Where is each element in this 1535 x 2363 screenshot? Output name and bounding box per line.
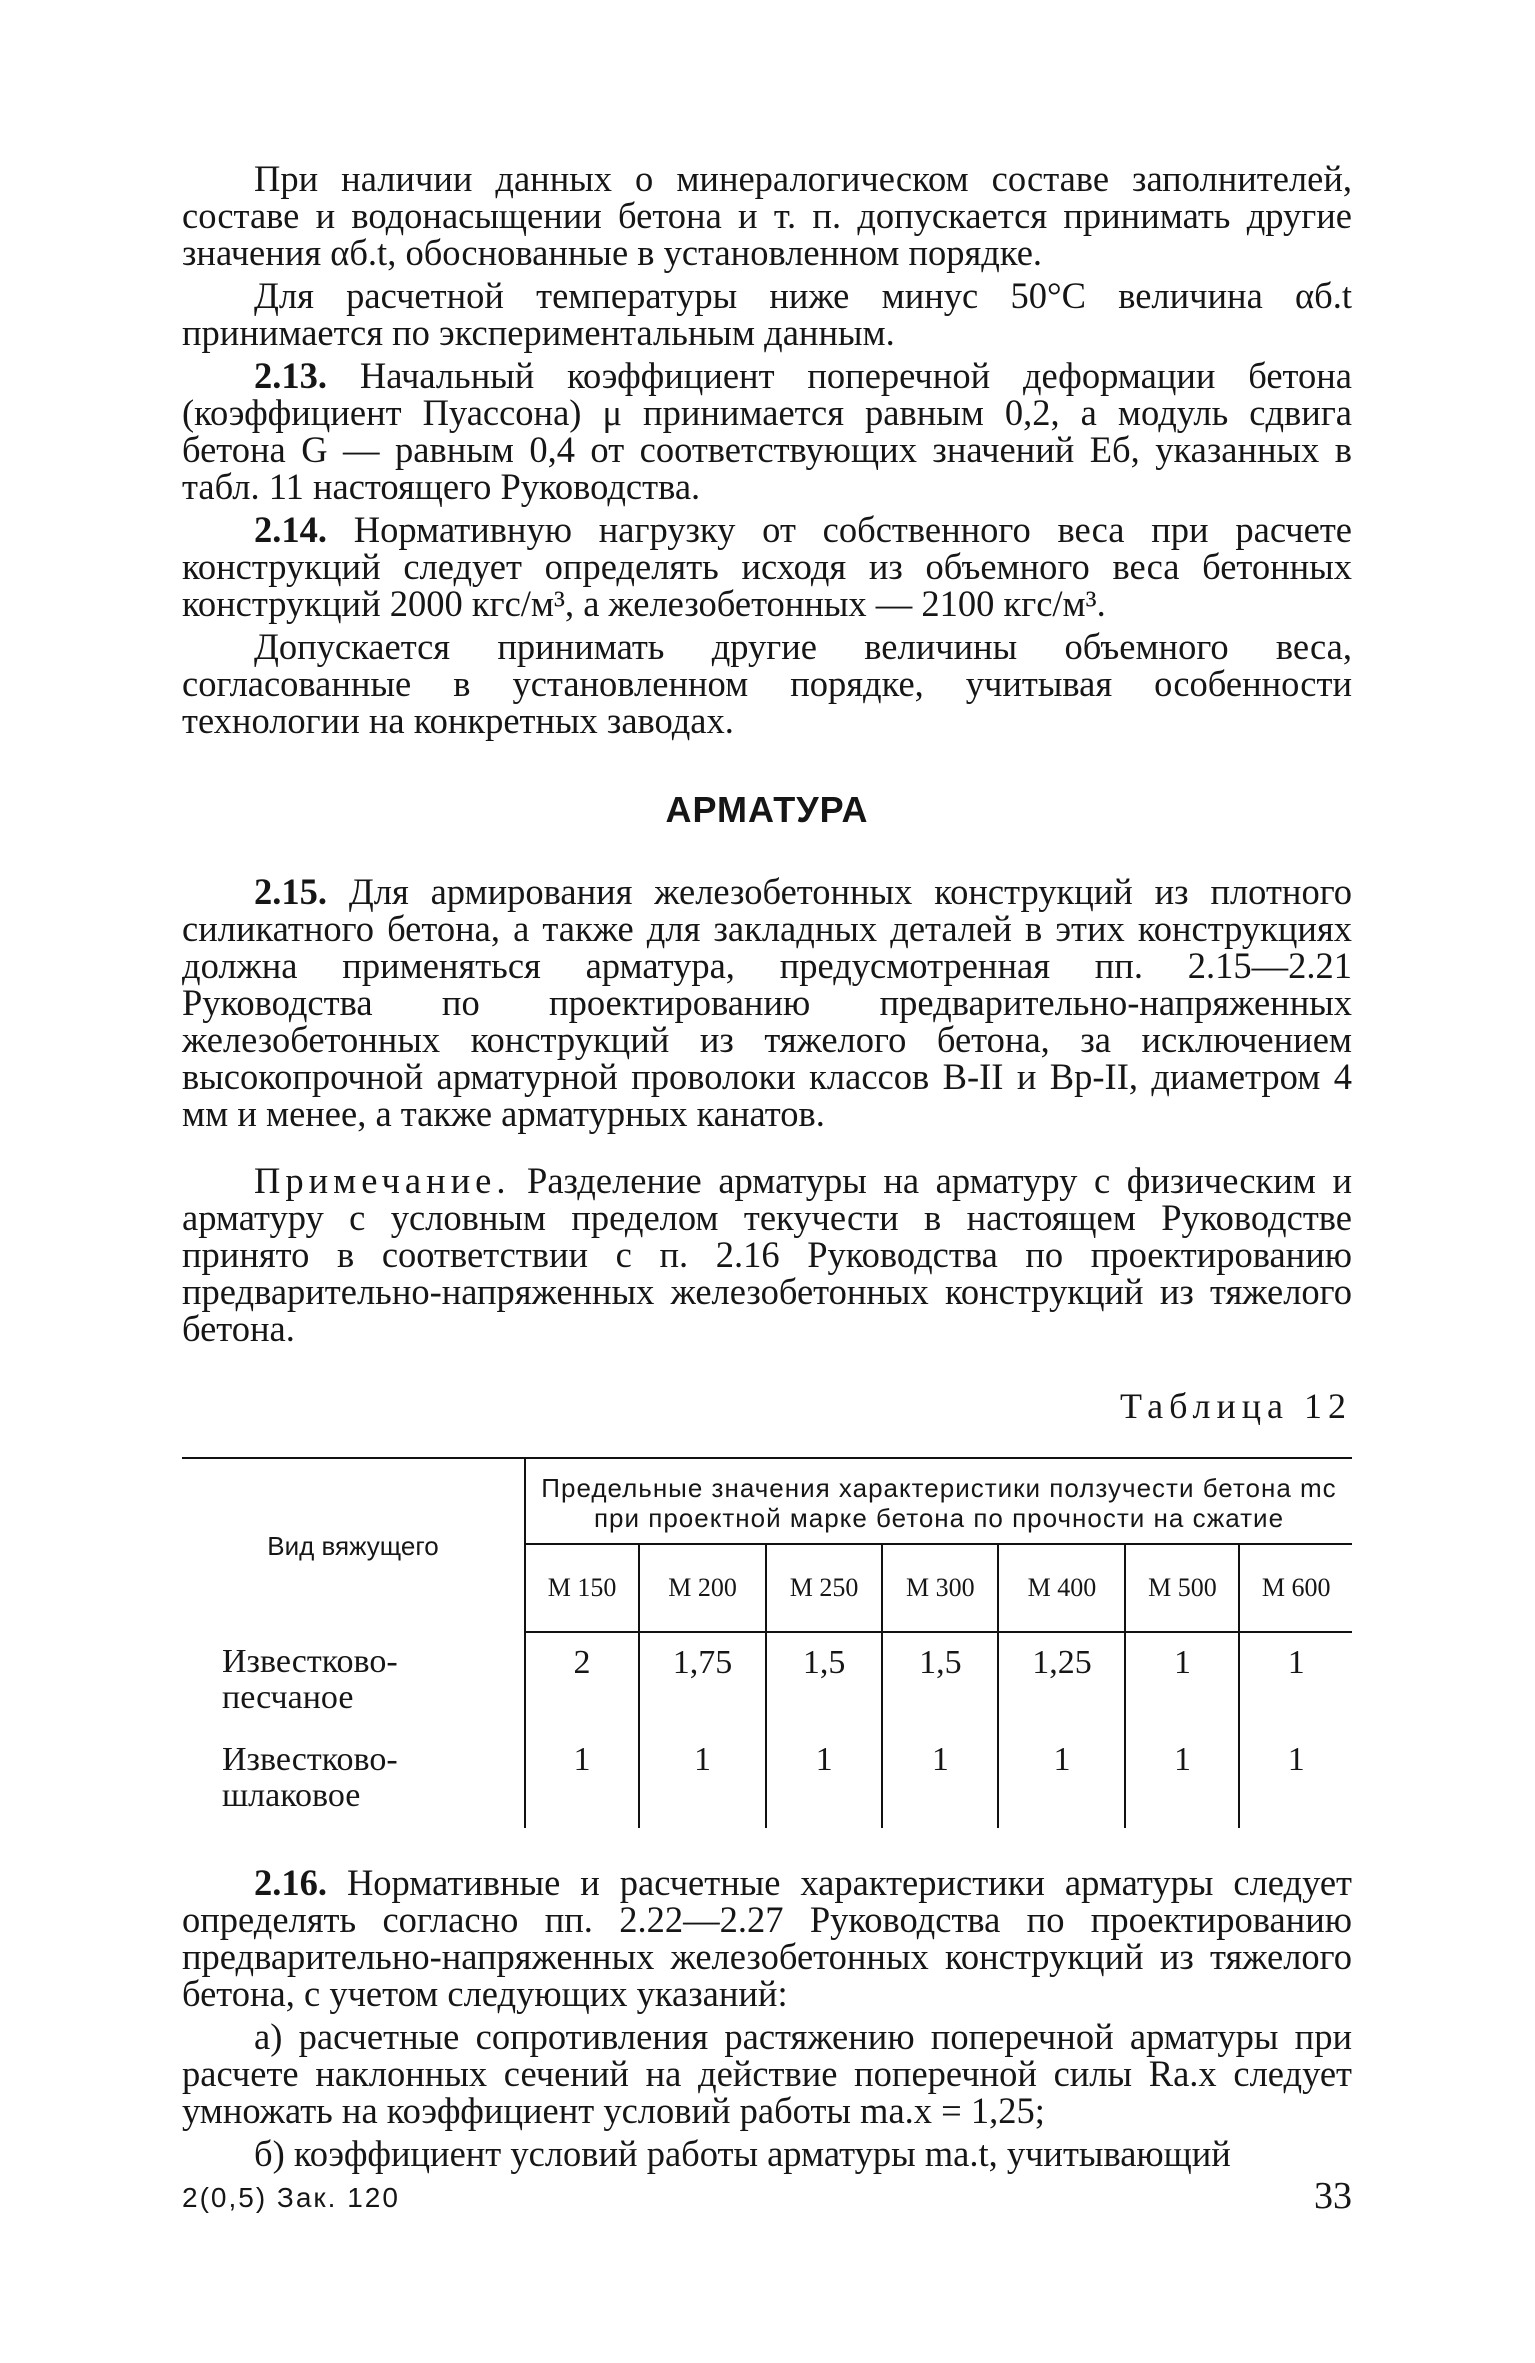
clause-number-2-14: 2.14. <box>254 509 327 550</box>
table-cell: 1 <box>1287 1741 1305 1778</box>
column-header-mark: М 150 <box>525 1544 639 1632</box>
table-row <box>182 1632 1352 1730</box>
print-order-info: 2(0,5) Зак. 120 <box>182 2182 400 2213</box>
list-item-b: б) коэффициент условий работы арматуры mа.t, учитывающий <box>254 2133 1231 2174</box>
paragraph-2-13 <box>182 357 1352 505</box>
column-header-mark: М 500 <box>1125 1544 1239 1632</box>
section-title-reinforcement: АРМАТУРА <box>665 789 869 830</box>
column-header-mark: М 600 <box>1239 1544 1352 1632</box>
page-number: 33 <box>1314 2175 1352 2217</box>
binder-name: Известково-песчаное <box>182 1632 525 1730</box>
column-header-mark: М 250 <box>766 1544 882 1632</box>
paragraph-2-14-text: Нормативную нагрузку от собственного веса при расчете конструкций следует определять исходя из объемного веса бетонных конструкций 2000 кгс/м³, а железобетонных — 2100 кгс/м³. <box>182 509 1353 624</box>
table-cell: 1 <box>639 1730 766 1828</box>
column-header-mark: М 200 <box>639 1544 766 1632</box>
binder-name: Известково-шлаковое <box>182 1730 525 1828</box>
paragraph-aggregate-composition: При наличии данных о минералогическом составе заполнителей, составе и водонасыщении бетона и т. п. допускается принимать другие значения αб.t, обоснованные в установленном порядке. <box>182 158 1352 273</box>
table-cell: 1,75 <box>639 1632 766 1730</box>
table-cell: 1 <box>1125 1730 1239 1828</box>
table-cell: 1,25 <box>998 1632 1125 1730</box>
table-cell: 1,5 <box>882 1632 998 1730</box>
column-header-creep-limits: Предельные значения характеристики ползучести бетона mс при проектной марке бетона по прочности на сжатие <box>525 1458 1352 1544</box>
table-cell: 1 <box>998 1730 1125 1828</box>
table-row <box>182 1730 1352 1828</box>
paragraph-low-temperature: Для расчетной температуры ниже минус 50°С величина αб.t принимается по экспериментальным данным. <box>182 275 1352 353</box>
table-cell: 1 <box>882 1730 998 1828</box>
paragraph-other-weights: Допускается принимать другие величины объемного веса, согласованные в установленном порядке, учитывая особенности технологии на конкретных заводах. <box>182 626 1352 741</box>
document-page <box>182 160 1352 2172</box>
list-item-a: а) расчетные сопротивления растяжению поперечной арматуры при расчете наклонных сечений на действие поперечной силы Rа.х следует умножать на коэффициент условий работы mа.х = 1,25; <box>182 2016 1352 2131</box>
table-caption: Таблица 12 <box>1120 1386 1352 1426</box>
clause-number-2-13: 2.13. <box>254 355 327 396</box>
column-header-binder: Вид вяжущего <box>182 1458 525 1632</box>
paragraph-2-14 <box>182 511 1352 622</box>
clause-number-2-15: 2.15. <box>254 871 327 912</box>
table-cell: 1 <box>1287 1644 1305 1681</box>
note-text: Разделение арматуры на арматуру с физическим и арматуру с условным пределом текучести в настоящем Руководстве принято в соответствии с п. 2.16 Руководства по проектированию предварительно-напряженных железобетонных конструкций из тяжелого бетона. <box>182 1160 1352 1349</box>
note-paragraph <box>182 1162 1352 1347</box>
column-header-mark: М 300 <box>882 1544 998 1632</box>
paragraph-2-13-text: Начальный коэффициент поперечной деформации бетона (коэффициент Пуассона) μ принимается равным 0,2, а модуль сдвига бетона G — равным 0,4 от соответствующих значений Eб, указанных в табл. 11 настоящего Руководства. <box>182 355 1353 507</box>
table-cell: 1 <box>1125 1632 1239 1730</box>
paragraph-2-16-text: Нормативные и расчетные характеристики арматуры следует определять согласно пп. 2.22—2.27 Руководства по проектированию предварительно-напряженных железобетонных конструкций из тяжелого бетона, с учетом следующих указаний: <box>182 1862 1352 2014</box>
clause-number-2-16: 2.16. <box>254 1862 327 1903</box>
table-cell: 2 <box>525 1632 639 1730</box>
paragraph-2-15 <box>182 873 1352 1132</box>
creep-limit-table <box>182 1457 1352 1828</box>
table-cell: 1 <box>525 1730 639 1828</box>
paragraph-2-15-text: Для армирования железобетонных конструкций из плотного силикатного бетона, а также для закладных деталей в этих конструкциях должна применяться арматура, предусмотренная пп. 2.15—2.21 Руководства по проектированию предварительно-напряженных железобетонных конструкций из тяжелого бетона, за исключением высокопрочной арматурной проволоки классов В-II и Вр-II, диаметром 4 мм и менее, а также арматурных канатов. <box>182 871 1353 1134</box>
table-cell: 1 <box>766 1730 882 1828</box>
column-header-mark: М 400 <box>998 1544 1125 1632</box>
note-label: Примечание. <box>254 1160 511 1201</box>
paragraph-2-16 <box>182 1864 1352 2012</box>
table-cell: 1,5 <box>766 1632 882 1730</box>
